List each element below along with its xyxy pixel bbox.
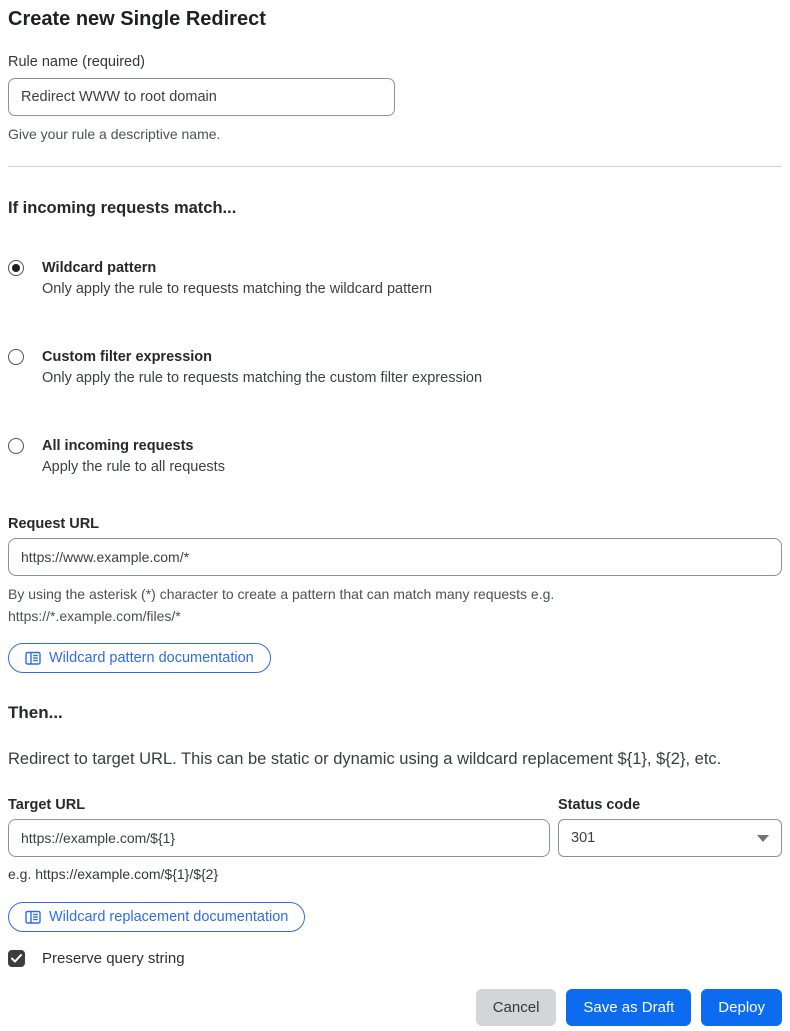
wildcard-pattern-doc-label: Wildcard pattern documentation bbox=[49, 650, 254, 666]
status-code-select[interactable] bbox=[558, 819, 782, 857]
checkbox-checked-icon[interactable] bbox=[8, 950, 25, 967]
radio-description: Apply the rule to all requests bbox=[42, 459, 225, 475]
radio-selected-icon[interactable] bbox=[8, 260, 24, 276]
footer-actions bbox=[8, 989, 782, 1026]
status-code-value: 301 bbox=[571, 830, 596, 846]
chevron-down-icon bbox=[757, 835, 769, 842]
radio-texts bbox=[42, 435, 225, 478]
radio-option-custom-filter[interactable] bbox=[8, 346, 782, 389]
save-as-draft-button[interactable]: Save as Draft bbox=[566, 989, 691, 1026]
book-open-icon bbox=[25, 651, 41, 666]
radio-unselected-icon[interactable] bbox=[8, 438, 24, 454]
target-url-label: Target URL bbox=[8, 797, 86, 813]
radio-option-all-requests[interactable] bbox=[8, 435, 782, 478]
request-url-input[interactable] bbox=[8, 538, 782, 576]
radio-texts bbox=[42, 257, 432, 300]
target-url-input[interactable] bbox=[8, 819, 550, 857]
status-code-column bbox=[558, 771, 782, 885]
radio-option-wildcard-pattern[interactable] bbox=[8, 257, 782, 300]
cancel-button[interactable]: Cancel bbox=[476, 989, 557, 1026]
preserve-query-string-label: Preserve query string bbox=[42, 950, 185, 967]
status-code-label: Status code bbox=[558, 797, 641, 813]
section-divider bbox=[8, 166, 782, 167]
request-url-help: By using the asterisk (*) character to create a pattern that can match many requests e.g. https://*.example.com/files/* bbox=[8, 586, 555, 624]
rule-name-label: Rule name (required) bbox=[8, 54, 146, 70]
target-url-help: e.g. https://example.com/${1}/${2} bbox=[8, 866, 219, 882]
wildcard-replacement-doc-label: Wildcard replacement documentation bbox=[49, 909, 289, 925]
request-url-label: Request URL bbox=[8, 516, 100, 532]
preserve-query-string-checkbox-row[interactable] bbox=[8, 950, 782, 967]
then-description: Redirect to target URL. This can be static or dynamic using a wildcard replacement ${1}, ${2}, etc. bbox=[8, 750, 722, 768]
book-open-icon bbox=[25, 910, 41, 925]
target-status-row bbox=[8, 771, 782, 885]
radio-description: Only apply the rule to requests matching the custom filter expression bbox=[42, 370, 483, 386]
wildcard-replacement-doc-button[interactable] bbox=[8, 902, 305, 932]
radio-label: Custom filter expression bbox=[42, 349, 213, 365]
wildcard-pattern-doc-button[interactable] bbox=[8, 643, 271, 673]
radio-description: Only apply the rule to requests matching the wildcard pattern bbox=[42, 281, 433, 297]
rule-name-input[interactable] bbox=[8, 78, 395, 116]
radio-label: All incoming requests bbox=[42, 438, 194, 454]
radio-label: Wildcard pattern bbox=[42, 260, 157, 276]
page-title: Create new Single Redirect bbox=[8, 8, 266, 30]
match-radio-group bbox=[8, 257, 782, 478]
target-url-column bbox=[8, 771, 550, 885]
radio-unselected-icon[interactable] bbox=[8, 349, 24, 365]
match-section-heading: If incoming requests match... bbox=[8, 199, 237, 217]
rule-name-help: Give your rule a descriptive name. bbox=[8, 126, 221, 142]
deploy-button[interactable]: Deploy bbox=[701, 989, 782, 1026]
then-section-heading: Then... bbox=[8, 703, 63, 722]
radio-texts bbox=[42, 346, 482, 389]
